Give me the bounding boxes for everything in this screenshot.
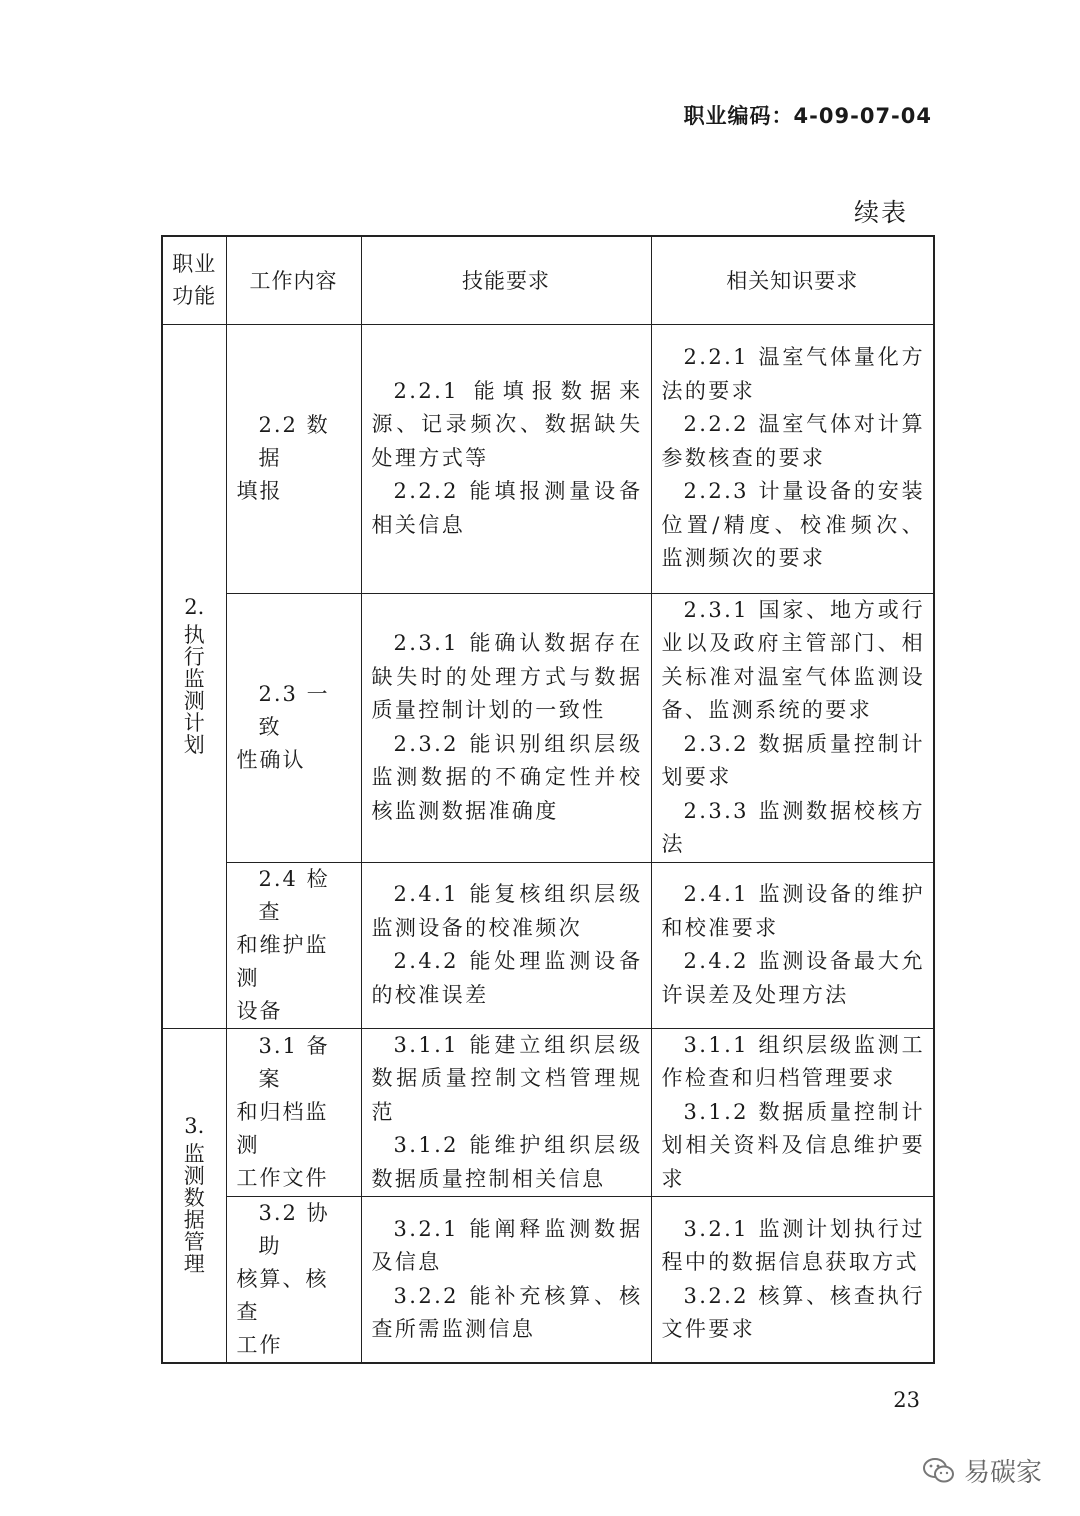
function-label (163, 596, 226, 756)
function-label-char: 监 (183, 1142, 205, 1167)
skill-item: 2.3.1 能确认数据存在缺失时的处理方式与数据质量控制计划的一致性 (371, 631, 643, 722)
table-row (162, 1197, 934, 1364)
function-label (163, 1115, 226, 1275)
header-func (162, 236, 226, 324)
header-func-line: 职业 (172, 252, 217, 277)
table-row (162, 862, 934, 1028)
function-label-char: 行 (183, 645, 205, 669)
table-header-row (162, 236, 934, 324)
knowledge-item: 2.3.2 数据质量控制计划要求 (661, 731, 925, 789)
function-label-char: 测 (183, 689, 205, 713)
work-cell (226, 1028, 361, 1197)
work-line: 和归档监测 (236, 1099, 329, 1157)
skill-item: 2.3.2 能识别组织层级监测数据的不确定性并校核监测数据准确度 (371, 731, 643, 823)
knowledge-item: 2.2.1 温室气体量化方法的要求 (661, 345, 925, 403)
table-row (162, 593, 934, 862)
function-label-char: 据 (183, 1208, 205, 1233)
watermark (922, 1452, 1042, 1489)
skill-cell (361, 1197, 651, 1364)
skill-cell (361, 1028, 651, 1197)
watermark-text: 易碳家 (963, 1458, 1042, 1488)
skill-cell (361, 593, 651, 862)
skills-table (161, 235, 935, 1364)
table-row (162, 1028, 934, 1197)
function-label-char: 2. (184, 595, 205, 619)
function-label-char: 管 (183, 1230, 205, 1255)
work-line: 工作文件 (236, 1165, 329, 1190)
knowledge-cell (651, 862, 934, 1028)
header-work: 工作内容 (226, 236, 361, 324)
skill-item: 3.2.1 能阐释监测数据及信息 (371, 1216, 643, 1274)
skill-item: 3.1.1 能建立组织层级数据质量控制文档管理规范 (371, 1032, 643, 1124)
knowledge-item: 3.1.1 组织层级监测工作检查和归档管理要求 (661, 1032, 925, 1090)
knowledge-item: 2.3.1 国家、地方或行业以及政府主管部门、相关标准对温室气体监测设备、监测系统的要求 (661, 597, 925, 722)
work-line: 性确认 (236, 748, 306, 772)
function-label-char: 划 (183, 733, 205, 757)
function-label-char: 监 (183, 667, 205, 691)
knowledge-cell (651, 593, 934, 862)
skill-item: 3.2.2 能补充核算、核查所需监测信息 (371, 1283, 643, 1341)
knowledge-item: 2.4.2 监测设备最大允许误差及处理方法 (661, 949, 925, 1007)
work-cell (226, 1197, 361, 1364)
occupation-code: 职业编码：4-09-07-04 (683, 104, 932, 128)
knowledge-cell (651, 1197, 934, 1364)
work-line: 2.2 数据 (258, 413, 330, 470)
work-cell (226, 862, 361, 1028)
skill-item: 3.1.2 能维护组织层级数据质量控制相关信息 (371, 1133, 643, 1191)
skill-cell (361, 862, 651, 1028)
work-line: 2.4 检查 (258, 866, 330, 924)
skill-item: 2.2.1 能填报数据来源、记录频次、数据缺失处理方式等 (371, 378, 643, 470)
knowledge-item: 2.4.1 监测设备的维护和校准要求 (661, 882, 925, 940)
function-label-char: 理 (183, 1252, 205, 1277)
knowledge-item: 2.2.2 温室气体对计算参数核查的要求 (661, 412, 925, 470)
knowledge-item: 3.1.2 数据质量控制计划相关资料及信息维护要求 (661, 1099, 925, 1191)
work-line: 填报 (236, 479, 283, 503)
page-number: 23 (893, 1388, 920, 1412)
work-line: 2.3 一致 (258, 682, 330, 739)
function-cell (162, 1028, 226, 1363)
function-label-char: 计 (183, 711, 205, 735)
knowledge-cell (651, 324, 934, 593)
work-line: 和维护监测 (236, 932, 329, 990)
knowledge-item: 2.3.3 监测数据校核方法 (661, 798, 925, 856)
knowledge-cell (651, 1028, 934, 1197)
function-label-char: 执 (183, 623, 205, 647)
work-line: 3.1 备案 (258, 1033, 330, 1091)
wechat-icon (922, 1456, 956, 1486)
skill-item: 2.4.1 能复核组织层级监测设备的校准频次 (371, 882, 643, 940)
work-line: 工作 (236, 1333, 283, 1357)
skill-cell (361, 324, 651, 593)
function-label-char: 数 (183, 1186, 205, 1211)
knowledge-item: 2.2.3 计量设备的安装位置/精度、校准频次、监测频次的要求 (661, 479, 925, 571)
work-cell (226, 324, 361, 593)
function-label-char: 3. (184, 1114, 205, 1139)
function-cell (162, 324, 226, 1028)
skill-item: 2.4.2 能处理监测设备的校准误差 (371, 949, 643, 1007)
knowledge-item: 3.2.1 监测计划执行过程中的数据信息获取方式 (661, 1216, 925, 1274)
header-func-line: 功能 (172, 284, 217, 309)
work-line: 3.2 协助 (258, 1201, 330, 1258)
table-row (162, 324, 934, 593)
skill-item: 2.2.2 能填报测量设备相关信息 (371, 479, 643, 537)
work-line: 核算、核查 (236, 1267, 329, 1324)
continued-label: 续表 (853, 198, 908, 227)
work-cell (226, 593, 361, 862)
header-skill: 技能要求 (361, 236, 651, 324)
header-knowledge: 相关知识要求 (651, 236, 934, 324)
function-label-char: 测 (183, 1164, 205, 1189)
knowledge-item: 3.2.2 核算、核查执行文件要求 (661, 1283, 925, 1341)
work-line: 设备 (236, 998, 283, 1023)
